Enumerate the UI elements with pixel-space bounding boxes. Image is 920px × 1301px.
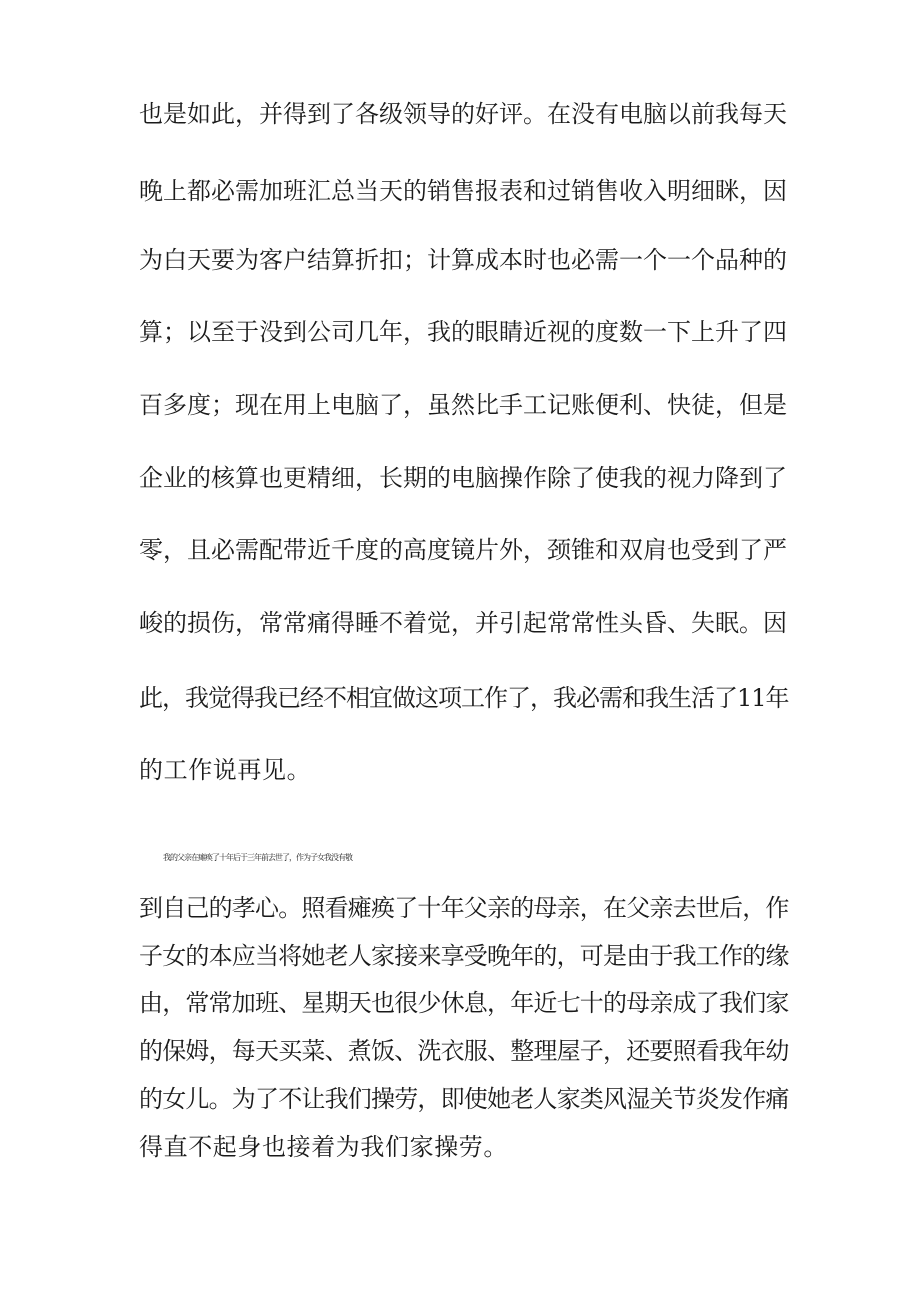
- paragraph-2-line-4: 由，常常加班、星期天也很少休息，年近七十的母亲成了我们家: [139, 989, 789, 1017]
- paragraph-2-line-5: 的保姆，每天买菜、煮饭、洗衣服、整理屋子，还要照看我年幼: [139, 1037, 789, 1065]
- paragraph-1-line-2: 晚上都必需加班汇总当天的销售报表和过销售收入明细眯，因: [139, 177, 787, 205]
- paragraph-2-line-3: 子女的本应当将她老人家接来享受晚年的，可是由于我工作的缘: [139, 942, 789, 970]
- paragraph-1-line-10: 的工作说再见。: [139, 756, 312, 784]
- paragraph-1-line-8: 峻的损伤，常常痛得睡不着觉，并引起常常性头昏、失眠。因: [139, 609, 787, 637]
- paragraph-1-line-5: 百多度；现在用上电脑了，虽然比手工记账便利、快徒，但是: [139, 391, 787, 419]
- paragraph-1-line-3: 为白天要为客户结算折扣；计算成本时也必需一个一个品种的: [139, 246, 787, 274]
- paragraph-1-line-1: 也是如此，并得到了各级领导的好评。在没有电脑以前我每天: [139, 100, 787, 128]
- paragraph-2-line-6: 的女儿。为了不让我们操劳，即使她老人家类风湿关节炎发作痛: [139, 1085, 789, 1113]
- paragraph-1-line-9: 此，我觉得我已经不相宜做这项工作了，我必需和我生活了11年: [139, 684, 789, 712]
- paragraph-1-line-6: 企业的核算也更精细，长期的电脑操作除了使我的视力降到了: [139, 464, 787, 492]
- paragraph-1-line-7: 零，且必需配带近千度的高度镜片外，颈锥和双肩也受到了严: [139, 536, 787, 564]
- paragraph-2-line-1: 我的父亲在瘫痪了十年后于三年前去世了，作为子女我没有敬: [163, 853, 352, 862]
- paragraph-2-line-7: 得直不起身也接着为我们家操劳。: [139, 1133, 508, 1161]
- paragraph-1-line-4: 算；以至于没到公司几年，我的眼睛近视的度数一下上升了四: [139, 318, 787, 346]
- paragraph-2-line-2: 到自己的孝心。照看瘫痪了十年父亲的母亲，在父亲去世后，作: [139, 894, 789, 922]
